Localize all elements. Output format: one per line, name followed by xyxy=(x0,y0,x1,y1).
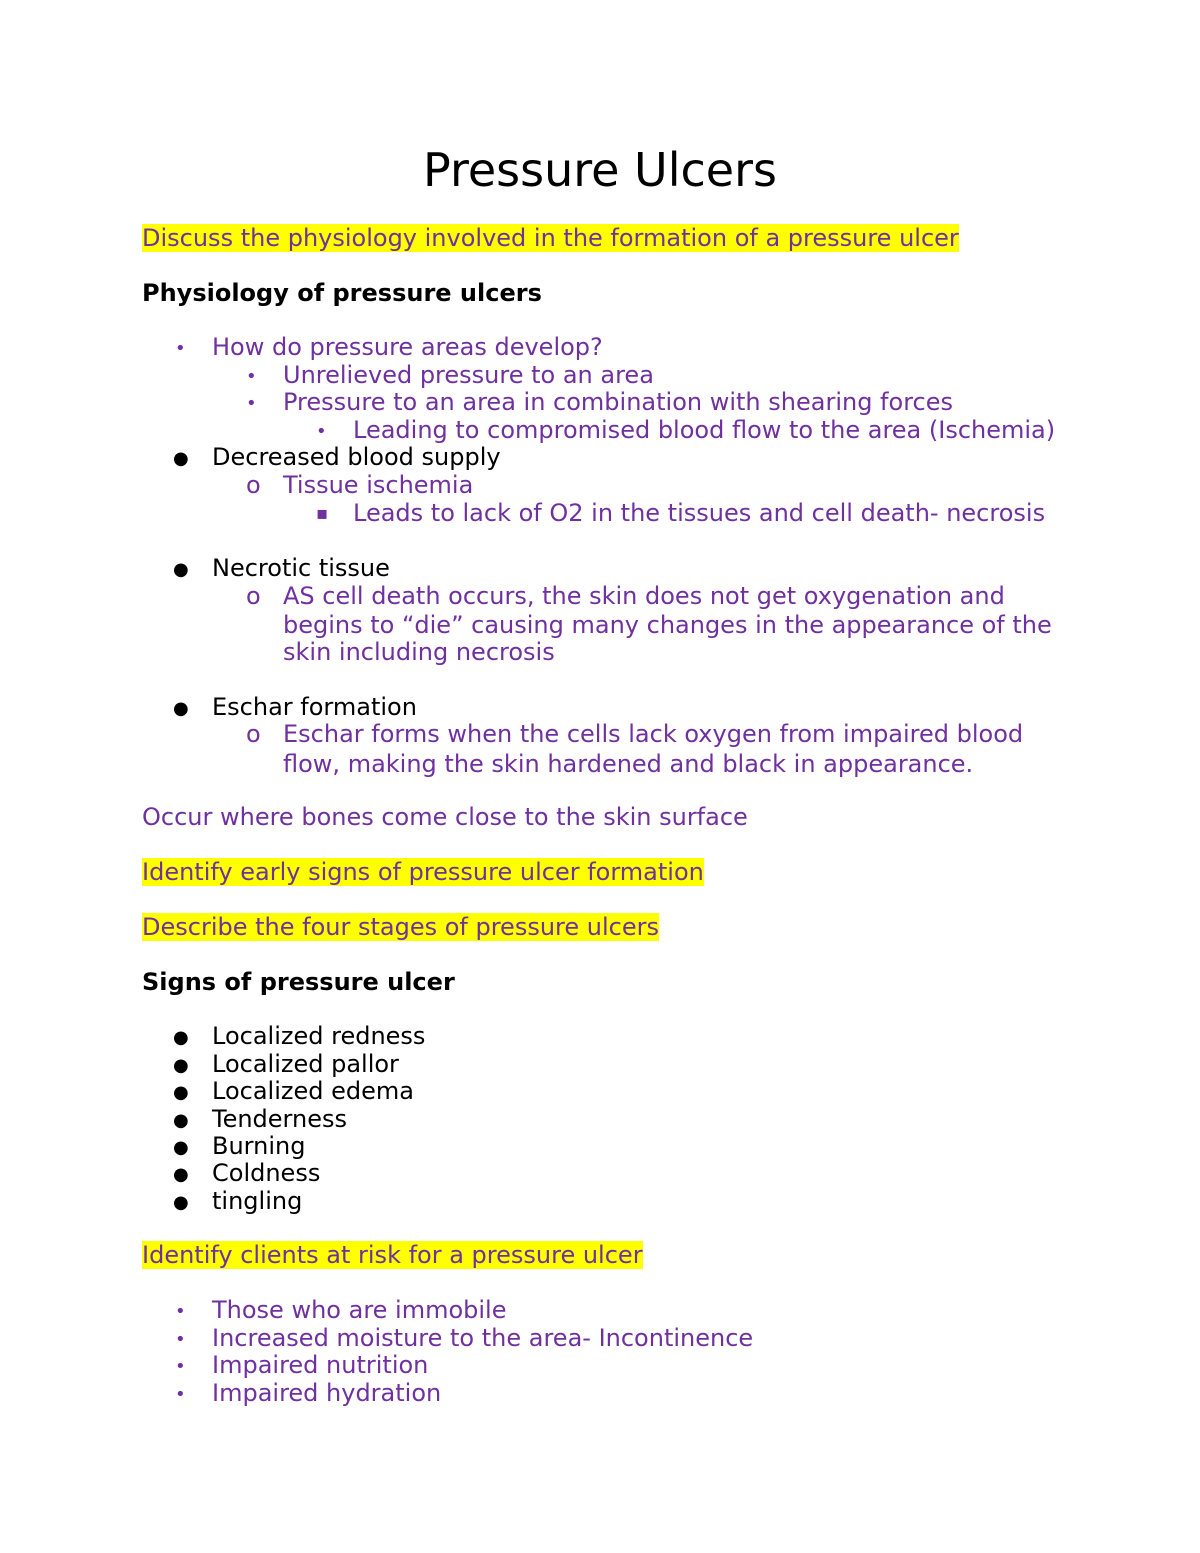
bullet-dot: • xyxy=(246,366,257,387)
bullet-disc: ● xyxy=(173,1110,189,1131)
bullet-circle: o xyxy=(246,720,261,748)
bullet-dot: • xyxy=(175,338,186,359)
objective-four-stages: Describe the four stages of pressure ulcers xyxy=(142,913,659,941)
bullet-circle: o xyxy=(246,471,261,499)
list-item: Localized pallor xyxy=(212,1050,399,1078)
bullet-disc: ● xyxy=(173,1192,189,1213)
bullet-disc: ● xyxy=(173,1027,189,1048)
list-item: Increased moisture to the area- Incontinence xyxy=(212,1324,754,1352)
list-item: Localized edema xyxy=(212,1077,414,1105)
list-item: Leading to compromised blood flow to the area (Ischemia) xyxy=(353,416,1056,444)
bullet-dot: • xyxy=(175,1384,186,1405)
list-item: tingling xyxy=(212,1187,303,1215)
list-item: Localized redness xyxy=(212,1022,426,1050)
bullet-disc: ● xyxy=(173,448,189,469)
occur-text: Occur where bones come close to the skin surface xyxy=(142,803,748,831)
list-item: Decreased blood supply xyxy=(212,443,501,471)
list-item: Impaired hydration xyxy=(212,1379,442,1407)
list-item-line: AS cell death occurs, the skin does not get oxygenation and xyxy=(283,582,1005,610)
list-item: Leads to lack of O2 in the tissues and cell death- necrosis xyxy=(353,499,1046,527)
bullet-dot: • xyxy=(246,393,257,414)
list-item-line: skin including necrosis xyxy=(283,638,555,666)
list-item: Pressure to an area in combination with shearing forces xyxy=(283,388,953,416)
bullet-dot: • xyxy=(175,1356,186,1377)
bullet-circle: o xyxy=(246,582,261,610)
list-item-line: Eschar forms when the cells lack oxygen from impaired blood xyxy=(283,720,1024,748)
list-item-line: flow, making the skin hardened and black in appearance. xyxy=(283,750,974,778)
bullet-disc: ● xyxy=(173,1137,189,1158)
objective-clients-at-risk: Identify clients at risk for a pressure ulcer xyxy=(142,1241,643,1269)
list-item: Tenderness xyxy=(212,1105,347,1133)
list-item: Eschar formation xyxy=(212,693,417,721)
list-item: How do pressure areas develop? xyxy=(212,333,603,361)
heading-physiology: Physiology of pressure ulcers xyxy=(142,279,542,307)
bullet-disc: ● xyxy=(173,1055,189,1076)
bullet-dot: • xyxy=(175,1301,186,1322)
bullet-dot: • xyxy=(175,1329,186,1350)
heading-signs: Signs of pressure ulcer xyxy=(142,968,455,996)
list-item: Those who are immobile xyxy=(212,1296,507,1324)
bullet-square: ▪ xyxy=(316,503,329,524)
objective-physiology: Discuss the physiology involved in the formation of a pressure ulcer xyxy=(142,224,959,252)
list-item: Unrelieved pressure to an area xyxy=(283,361,654,389)
list-item: Burning xyxy=(212,1132,306,1160)
bullet-disc: ● xyxy=(173,1164,189,1185)
bullet-disc: ● xyxy=(173,1082,189,1103)
bullet-disc: ● xyxy=(173,698,189,719)
list-item: Impaired nutrition xyxy=(212,1351,429,1379)
objective-early-signs: Identify early signs of pressure ulcer formation xyxy=(142,858,704,886)
list-item-line: begins to “die” causing many changes in the appearance of the xyxy=(283,611,1052,639)
page-title: Pressure Ulcers xyxy=(423,143,777,197)
bullet-dot: • xyxy=(316,421,327,442)
bullet-disc: ● xyxy=(173,559,189,580)
list-item: Necrotic tissue xyxy=(212,554,390,582)
list-item: Coldness xyxy=(212,1159,321,1187)
list-item: Tissue ischemia xyxy=(283,471,474,499)
